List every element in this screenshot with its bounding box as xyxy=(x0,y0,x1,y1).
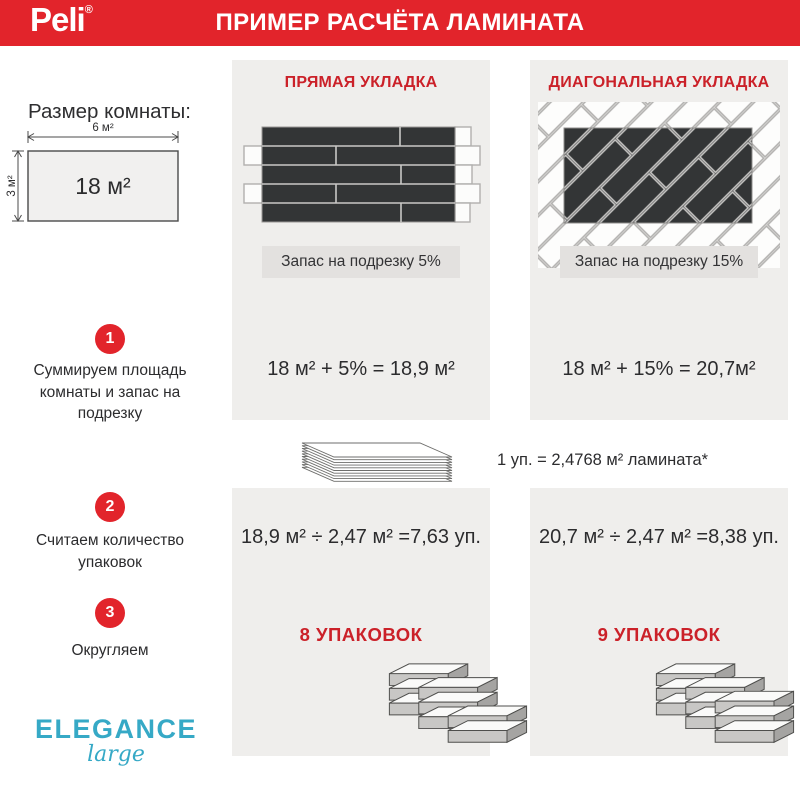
page-title: ПРИМЕР РАСЧЁТА ЛАМИНАТА xyxy=(215,9,585,36)
step-2-badge: 2 xyxy=(95,492,125,522)
step-1-badge: 1 xyxy=(95,324,125,354)
step3-result-diagonal: 9 УПАКОВОК xyxy=(597,624,721,645)
packages-stack-8-icon xyxy=(383,658,531,756)
room-diagram xyxy=(4,120,196,228)
height-dimension-label: 3 м² xyxy=(6,175,18,197)
room-area-label: 18 м² xyxy=(75,173,131,199)
step3-result-straight: 8 УПАКОВОК xyxy=(299,624,423,645)
step-1-label: Суммируем площадь комнаты и запас на подрезку xyxy=(33,362,187,423)
step2-formula-diagonal: 20,7 м² ÷ 2,47 м² =8,38 уп. xyxy=(539,526,779,548)
peli-logo-text: Peli xyxy=(30,1,85,38)
column-diagonal-section1 xyxy=(530,60,788,420)
peli-logo xyxy=(30,1,93,39)
room-size-label: Размер комнаты: xyxy=(28,100,191,123)
step1-formula-diagonal: 18 м² + 15% = 20,7м² xyxy=(562,358,756,380)
laminate-pack-icon xyxy=(286,430,458,488)
width-dimension-label: 6 м² xyxy=(92,122,114,134)
straight-laying-header: ПРЯМАЯ УКЛАДКА xyxy=(284,74,438,91)
allowance-badge-straight: Запас на подрезку 5% xyxy=(262,246,460,278)
pack-note: 1 уп. = 2,4768 м² ламината* xyxy=(497,451,709,469)
step-3-label: Округляем xyxy=(71,642,149,659)
allowance-badge-diagonal: Запас на подрезку 15% xyxy=(560,246,758,278)
footer-brand-name: ELEGANCE xyxy=(34,714,198,744)
step-2-label: Считаем количество упаковок xyxy=(35,532,185,571)
diagonal-laying-header: ДИАГОНАЛЬНАЯ УКЛАДКА xyxy=(548,74,770,91)
step-3-badge: 3 xyxy=(95,598,125,628)
footer-brand-logo xyxy=(16,714,216,767)
column-straight-section1 xyxy=(232,60,490,420)
step1-formula-straight: 18 м² + 5% = 18,9 м² xyxy=(267,358,455,380)
header-bar xyxy=(0,0,800,46)
footer-brand-variant: large xyxy=(87,742,145,767)
registered-mark: ® xyxy=(84,4,93,16)
step2-formula-straight: 18,9 м² ÷ 2,47 м² =7,63 уп. xyxy=(241,526,481,548)
packages-stack-9-icon xyxy=(650,658,798,756)
